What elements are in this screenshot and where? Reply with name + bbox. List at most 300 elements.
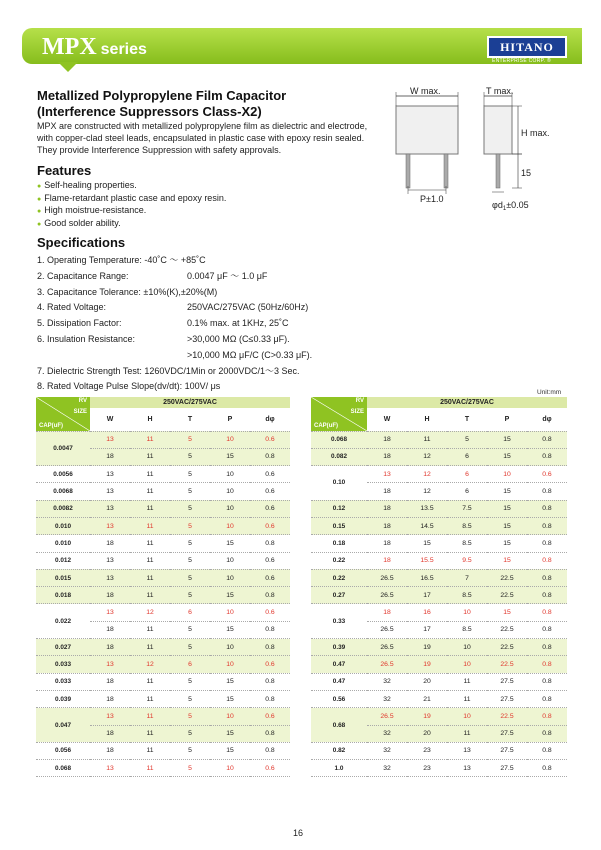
dimension-cell: 5 bbox=[170, 742, 210, 759]
dimension-cell: 18 bbox=[90, 725, 130, 742]
capacitance-cell: 0.82 bbox=[311, 742, 367, 759]
capacitance-cell: 0.0047 bbox=[36, 431, 90, 466]
capacitance-cell: 0.033 bbox=[36, 673, 90, 690]
dimension-cell: 5 bbox=[170, 569, 210, 586]
dimension-cell: 6 bbox=[447, 448, 487, 465]
dimension-cell: 11 bbox=[130, 448, 170, 465]
capacitance-cell: 0.12 bbox=[311, 500, 367, 517]
dimension-cell: 0.8 bbox=[250, 673, 290, 690]
col-header-p: P bbox=[487, 408, 527, 431]
dimension-cell: 18 bbox=[90, 621, 130, 638]
page-number: 16 bbox=[293, 828, 304, 838]
dimension-cell: 20 bbox=[407, 673, 447, 690]
capacitance-cell: 0.033 bbox=[36, 656, 90, 673]
capacitance-cell: 0.22 bbox=[311, 569, 367, 586]
dimension-cell: 5 bbox=[170, 483, 210, 500]
dimension-cell: 27.5 bbox=[487, 742, 527, 759]
dimension-cell: 22.5 bbox=[487, 708, 527, 725]
table-row bbox=[311, 604, 567, 621]
specifications-list bbox=[37, 253, 367, 395]
table-row bbox=[36, 690, 290, 707]
table-row bbox=[36, 517, 290, 534]
capacitance-cell: 0.018 bbox=[36, 587, 90, 604]
dimension-cell: 15 bbox=[487, 483, 527, 500]
table-row bbox=[311, 552, 567, 569]
dimension-cell: 10 bbox=[487, 466, 527, 483]
dimension-cell: 10 bbox=[447, 708, 487, 725]
dimension-cell: 0.8 bbox=[527, 673, 567, 690]
dimension-cell: 0.8 bbox=[527, 656, 567, 673]
dimension-cell: 15 bbox=[210, 690, 250, 707]
dimension-cell: 0.8 bbox=[527, 535, 567, 552]
dimension-cell: 5 bbox=[170, 517, 210, 534]
capacitance-cell: 0.27 bbox=[311, 587, 367, 604]
dimension-cell: 0.8 bbox=[527, 552, 567, 569]
dimension-cell: 5 bbox=[170, 448, 210, 465]
table-row bbox=[311, 708, 567, 725]
dimension-cell: 5 bbox=[170, 639, 210, 656]
dimension-cell: 5 bbox=[170, 708, 210, 725]
dimension-cell: 18 bbox=[90, 448, 130, 465]
col-header-h: H bbox=[130, 408, 170, 431]
dimension-cell: 13 bbox=[90, 569, 130, 586]
dimension-cell: 8.5 bbox=[447, 587, 487, 604]
table-row bbox=[311, 673, 567, 690]
h-max-label: H max. bbox=[521, 128, 550, 138]
product-title: Metallized Polypropylene Film Capacitor (Interference Suppressors Class-X2) bbox=[37, 88, 287, 119]
dimension-cell: 10 bbox=[210, 517, 250, 534]
dimension-cell: 0.6 bbox=[250, 656, 290, 673]
capacitance-cell: 0.022 bbox=[36, 604, 90, 639]
dimension-cell: 15 bbox=[210, 448, 250, 465]
dimension-cell: 13 bbox=[90, 466, 130, 483]
spec-key: 6. Insulation Resistance: bbox=[37, 333, 136, 344]
dimension-cell: 0.8 bbox=[250, 742, 290, 759]
dimension-cell: 16 bbox=[407, 604, 447, 621]
col-header-h: H bbox=[407, 408, 447, 431]
dimension-cell: 0.6 bbox=[250, 604, 290, 621]
dimension-cell: 5 bbox=[170, 673, 210, 690]
dimension-cell: 5 bbox=[170, 690, 210, 707]
dimension-cell: 17 bbox=[407, 621, 447, 638]
dimension-cell: 13 bbox=[447, 760, 487, 777]
spec-value: >30,000 MΩ (C≤0.33 μF). bbox=[187, 333, 290, 344]
dimension-cell: 13 bbox=[90, 656, 130, 673]
dimension-cell: 18 bbox=[90, 742, 130, 759]
capacitance-cell: 0.010 bbox=[36, 535, 90, 552]
capacitance-cell: 0.18 bbox=[311, 535, 367, 552]
dimension-cell: 21 bbox=[407, 690, 447, 707]
dimension-cell: 15.5 bbox=[407, 552, 447, 569]
dimension-cell: 0.8 bbox=[527, 431, 567, 448]
table-row bbox=[36, 535, 290, 552]
table-corner-header: RV SIZE CAP(uF) bbox=[36, 397, 90, 431]
dimension-cell: 13 bbox=[367, 466, 407, 483]
table-row bbox=[311, 448, 567, 465]
dimension-cell: 11 bbox=[130, 466, 170, 483]
dimension-cell: 20 bbox=[407, 725, 447, 742]
table-row bbox=[311, 569, 567, 586]
dimension-cell: 10 bbox=[210, 500, 250, 517]
dimension-cell: 10 bbox=[210, 483, 250, 500]
dimension-cell: 15 bbox=[407, 535, 447, 552]
dimension-cell: 0.6 bbox=[250, 760, 290, 777]
dimension-cell: 0.8 bbox=[250, 587, 290, 604]
dimension-cell: 32 bbox=[367, 673, 407, 690]
dimension-cell: 0.6 bbox=[250, 708, 290, 725]
dimension-cell: 5 bbox=[170, 535, 210, 552]
spec-item: 1. Operating Temperature: -40˚C ～ +85˚C bbox=[37, 255, 206, 265]
table-row bbox=[311, 587, 567, 604]
dimension-cell: 11 bbox=[130, 742, 170, 759]
dimension-cell: 15 bbox=[487, 604, 527, 621]
col-header-t: T bbox=[447, 408, 487, 431]
dimension-cell: 13.5 bbox=[407, 500, 447, 517]
dimension-cell: 22.5 bbox=[487, 621, 527, 638]
dimension-cell: 0.8 bbox=[527, 639, 567, 656]
features-list bbox=[37, 180, 226, 230]
dimension-cell: 18 bbox=[367, 517, 407, 534]
dimension-cell: 13 bbox=[90, 552, 130, 569]
dimension-cell: 19 bbox=[407, 656, 447, 673]
table-row bbox=[311, 517, 567, 534]
dimension-cell: 0.6 bbox=[527, 466, 567, 483]
dimension-cell: 10 bbox=[210, 656, 250, 673]
dimension-cell: 10 bbox=[210, 708, 250, 725]
dimension-cell: 18 bbox=[90, 587, 130, 604]
lead-side bbox=[496, 154, 500, 188]
dimension-cell: 8.5 bbox=[447, 517, 487, 534]
capacitance-cell: 1.0 bbox=[311, 760, 367, 777]
spec-item: 3. Capacitance Tolerance: ±10%(K),±20%(M) bbox=[37, 286, 218, 297]
series-name: MPX bbox=[42, 34, 97, 60]
dimension-cell: 10 bbox=[210, 760, 250, 777]
dimension-cell: 18 bbox=[90, 535, 130, 552]
capacitance-cell: 0.0056 bbox=[36, 466, 90, 483]
dimension-cell: 0.8 bbox=[527, 483, 567, 500]
dimension-cell: 6 bbox=[447, 483, 487, 500]
dimension-cell: 16.5 bbox=[407, 569, 447, 586]
capacitance-cell: 0.33 bbox=[311, 604, 367, 639]
dimension-cell: 5 bbox=[170, 466, 210, 483]
table-row bbox=[311, 500, 567, 517]
dimension-cell: 11 bbox=[130, 535, 170, 552]
dimension-cell: 5 bbox=[170, 552, 210, 569]
dimension-cell: 11 bbox=[130, 760, 170, 777]
dimension-cell: 10 bbox=[210, 639, 250, 656]
spec-key: 2. Capacitance Range: bbox=[37, 270, 129, 281]
dimension-cell: 13 bbox=[90, 483, 130, 500]
table-row bbox=[311, 639, 567, 656]
capacitance-cell: 0.22 bbox=[311, 552, 367, 569]
dimension-cell: 32 bbox=[367, 725, 407, 742]
brand-logo-sub: ENTERPRISE CORP. ® bbox=[492, 58, 552, 64]
dimension-cell: 0.6 bbox=[250, 552, 290, 569]
dimension-cell: 27.5 bbox=[487, 760, 527, 777]
specifications-heading: Specifications bbox=[37, 235, 126, 250]
dimension-cell: 6 bbox=[170, 656, 210, 673]
banner-tab bbox=[58, 62, 78, 72]
dimension-cell: 0.8 bbox=[527, 569, 567, 586]
dimension-cell: 0.8 bbox=[527, 500, 567, 517]
col-header-p: P bbox=[210, 408, 250, 431]
dimension-cell: 0.8 bbox=[250, 621, 290, 638]
dimension-cell: 15 bbox=[487, 517, 527, 534]
dimension-cell: 11 bbox=[130, 673, 170, 690]
dimension-cell: 8.5 bbox=[447, 621, 487, 638]
lead-right bbox=[444, 154, 448, 188]
spec-value: >10,000 MΩ μF/C (C>0.33 μF). bbox=[187, 349, 313, 360]
t-max-label: T max. bbox=[486, 86, 514, 96]
dimension-cell: 11 bbox=[130, 431, 170, 448]
dimension-cell: 0.8 bbox=[527, 587, 567, 604]
dimension-cell: 15 bbox=[210, 725, 250, 742]
spec-item: 8. Rated Voltage Pulse Slope(dv/dt): 100V/ μs bbox=[37, 381, 221, 392]
table-row bbox=[36, 639, 290, 656]
feature-item: ● High moistrue-resistance. bbox=[37, 205, 226, 218]
col-header-d: dφ bbox=[250, 408, 290, 431]
series-suffix: series bbox=[100, 41, 147, 58]
dimension-cell: 15 bbox=[487, 500, 527, 517]
dimension-cell: 19 bbox=[407, 639, 447, 656]
dimension-cell: 0.8 bbox=[527, 708, 567, 725]
lead-length-label: 15 bbox=[521, 168, 532, 178]
dimension-cell: 32 bbox=[367, 760, 407, 777]
dimension-cell: 0.8 bbox=[250, 639, 290, 656]
table-row bbox=[36, 760, 290, 777]
dimension-cell: 5 bbox=[170, 725, 210, 742]
dimension-cell: 0.8 bbox=[527, 604, 567, 621]
dimension-cell: 0.8 bbox=[250, 535, 290, 552]
table-corner-header: RV SIZE CAP(uF) bbox=[311, 397, 367, 431]
dimension-cell: 5 bbox=[170, 587, 210, 604]
dimension-cell: 11 bbox=[130, 639, 170, 656]
dimension-cell: 26.5 bbox=[367, 708, 407, 725]
capacitance-cell: 0.056 bbox=[36, 742, 90, 759]
capacitance-cell: 0.068 bbox=[311, 431, 367, 448]
dimension-cell: 15 bbox=[487, 535, 527, 552]
dimension-cell: 11 bbox=[447, 725, 487, 742]
dimension-cell: 0.8 bbox=[527, 742, 567, 759]
dimension-cell: 12 bbox=[407, 483, 447, 500]
dimension-cell: 22.5 bbox=[487, 569, 527, 586]
capacitance-cell: 0.0082 bbox=[36, 500, 90, 517]
capacitance-cell: 0.012 bbox=[36, 552, 90, 569]
diameter-label: $\varphi d_1\pm 0.05$ bbox=[492, 200, 529, 212]
dimension-cell: 27.5 bbox=[487, 690, 527, 707]
dimension-cell: 13 bbox=[90, 708, 130, 725]
table-row bbox=[311, 535, 567, 552]
table-row bbox=[311, 656, 567, 673]
series-title bbox=[42, 34, 147, 61]
capacitance-cell: 0.68 bbox=[311, 708, 367, 743]
dimension-cell: 18 bbox=[367, 431, 407, 448]
dimension-cell: 11 bbox=[130, 500, 170, 517]
dimension-cell: 11 bbox=[130, 569, 170, 586]
dimension-cell: 6 bbox=[447, 466, 487, 483]
feature-item: ● Good solder ability. bbox=[37, 218, 226, 231]
dimension-cell: 22.5 bbox=[487, 587, 527, 604]
dimension-cell: 6 bbox=[170, 604, 210, 621]
dimension-cell: 12 bbox=[407, 466, 447, 483]
capacitance-cell: 0.0068 bbox=[36, 483, 90, 500]
dimension-cell: 11 bbox=[130, 587, 170, 604]
dimension-cell: 10 bbox=[447, 656, 487, 673]
dimension-cell: 0.8 bbox=[250, 690, 290, 707]
dimension-cell: 17 bbox=[407, 587, 447, 604]
table-row bbox=[311, 466, 567, 483]
table-row bbox=[36, 431, 290, 448]
capacitance-cell: 0.047 bbox=[36, 708, 90, 743]
unit-label: Unit:mm bbox=[537, 389, 562, 396]
capacitance-cell: 0.47 bbox=[311, 673, 367, 690]
capacitance-cell: 0.015 bbox=[36, 569, 90, 586]
dimension-cell: 10 bbox=[210, 466, 250, 483]
dimension-cell: 13 bbox=[90, 604, 130, 621]
dimension-cell: 22.5 bbox=[487, 656, 527, 673]
dimension-cell: 7.5 bbox=[447, 500, 487, 517]
table-row bbox=[311, 431, 567, 448]
dimension-cell: 18 bbox=[367, 604, 407, 621]
dimension-cell: 0.8 bbox=[527, 517, 567, 534]
dimension-cell: 5 bbox=[170, 500, 210, 517]
table-row bbox=[36, 708, 290, 725]
dimension-cell: 15 bbox=[487, 552, 527, 569]
table-row bbox=[36, 552, 290, 569]
dimension-cell: 10 bbox=[210, 552, 250, 569]
dimension-cell: 11 bbox=[130, 517, 170, 534]
table-row bbox=[36, 604, 290, 621]
col-header-d: dφ bbox=[527, 408, 567, 431]
dimension-cell: 15 bbox=[487, 431, 527, 448]
dimension-cell: 12 bbox=[130, 604, 170, 621]
dimension-cell: 15 bbox=[487, 448, 527, 465]
dimension-cell: 0.8 bbox=[250, 448, 290, 465]
dimension-cell: 26.5 bbox=[367, 569, 407, 586]
dimension-cell: 11 bbox=[447, 690, 487, 707]
dimension-cell: 9.5 bbox=[447, 552, 487, 569]
dimension-cell: 18 bbox=[367, 535, 407, 552]
dimension-cell: 0.6 bbox=[250, 483, 290, 500]
col-header-w: W bbox=[367, 408, 407, 431]
table-row bbox=[311, 742, 567, 759]
dimension-cell: 18 bbox=[367, 483, 407, 500]
table-row bbox=[36, 466, 290, 483]
capacitance-cell: 0.010 bbox=[36, 517, 90, 534]
dimension-cell: 32 bbox=[367, 690, 407, 707]
table-row bbox=[36, 569, 290, 586]
dimension-cell: 26.5 bbox=[367, 621, 407, 638]
capacitance-cell: 0.068 bbox=[36, 760, 90, 777]
table-row bbox=[311, 690, 567, 707]
dimension-cell: 11 bbox=[407, 431, 447, 448]
dimension-cell: 10 bbox=[210, 431, 250, 448]
dimension-cell: 22.5 bbox=[487, 639, 527, 656]
dimension-cell: 0.8 bbox=[527, 725, 567, 742]
dimension-cell: 10 bbox=[447, 639, 487, 656]
dimension-cell: 0.6 bbox=[250, 431, 290, 448]
table-row bbox=[36, 483, 290, 500]
spec-value: 0.0047 μF ～ 1.0 μF bbox=[187, 270, 268, 281]
spec-key: 5. Dissipation Factor: bbox=[37, 318, 122, 329]
spec-value: 0.1% max. at 1KHz, 25˚C bbox=[187, 318, 289, 329]
dimension-cell: 19 bbox=[407, 708, 447, 725]
capacitor-side-body bbox=[484, 106, 512, 154]
dimension-cell: 11 bbox=[130, 483, 170, 500]
pitch-label: P±1.0 bbox=[420, 194, 444, 204]
capacitance-cell: 0.039 bbox=[36, 690, 90, 707]
dimension-cell: 11 bbox=[130, 708, 170, 725]
lead-left bbox=[406, 154, 410, 188]
table-row bbox=[36, 673, 290, 690]
table-row bbox=[36, 656, 290, 673]
dimension-cell: 18 bbox=[90, 673, 130, 690]
spec-value: 250VAC/275VAC (50Hz/60Hz) bbox=[187, 302, 309, 313]
dimension-cell: 0.6 bbox=[250, 466, 290, 483]
dimension-cell: 13 bbox=[90, 517, 130, 534]
dimension-cell: 18 bbox=[90, 639, 130, 656]
voltage-header: 250VAC/275VAC bbox=[367, 397, 567, 408]
dimension-cell: 27.5 bbox=[487, 673, 527, 690]
dimension-cell: 5 bbox=[447, 431, 487, 448]
dimension-cell: 0.8 bbox=[527, 448, 567, 465]
brand-logo: HITANO bbox=[487, 36, 567, 58]
dimension-cell: 0.6 bbox=[250, 517, 290, 534]
col-header-w: W bbox=[90, 408, 130, 431]
dimension-cell: 26.5 bbox=[367, 587, 407, 604]
dimension-cell: 5 bbox=[170, 431, 210, 448]
dimension-cell: 27.5 bbox=[487, 725, 527, 742]
feature-item: ● Flame-retardant plastic case and epoxy resin. bbox=[37, 193, 226, 206]
dimension-cell: 10 bbox=[210, 604, 250, 621]
dimension-cell: 14.5 bbox=[407, 517, 447, 534]
dimension-cell: 18 bbox=[90, 690, 130, 707]
dimension-cell: 18 bbox=[367, 448, 407, 465]
dimension-cell: 11 bbox=[447, 673, 487, 690]
col-header-t: T bbox=[170, 408, 210, 431]
dimension-cell: 18 bbox=[367, 552, 407, 569]
dimension-cell: 0.8 bbox=[527, 690, 567, 707]
voltage-header: 250VAC/275VAC bbox=[90, 397, 290, 408]
dimension-cell: 8.5 bbox=[447, 535, 487, 552]
dimension-cell: 26.5 bbox=[367, 656, 407, 673]
product-description: MPX are constructed with metallized polypropylene film as dielectric and electrode, with copper-clad steel leads, encapsulated in plastic case with epoxy resin sealed. They provide Interference Suppression with safety approvals. bbox=[37, 121, 368, 155]
dimension-cell: 15 bbox=[210, 673, 250, 690]
spec-item: 7. Dielectric Strength Test: 1260VDC/1Min or 2000VDC/1～3 Sec. bbox=[37, 365, 300, 376]
dimension-table-right bbox=[311, 397, 567, 777]
w-max-label: W max. bbox=[410, 86, 441, 96]
dimension-cell: 11 bbox=[130, 725, 170, 742]
dimension-table-left bbox=[36, 397, 290, 777]
capacitor-front-body bbox=[396, 106, 458, 154]
capacitance-cell: 0.39 bbox=[311, 639, 367, 656]
capacitance-cell: 0.56 bbox=[311, 690, 367, 707]
dimension-cell: 32 bbox=[367, 742, 407, 759]
capacitance-cell: 0.027 bbox=[36, 639, 90, 656]
dimension-cell: 7 bbox=[447, 569, 487, 586]
dimension-cell: 5 bbox=[170, 621, 210, 638]
features-heading: Features bbox=[37, 163, 92, 178]
dimension-cell: 5 bbox=[170, 760, 210, 777]
dimension-cell: 13 bbox=[447, 742, 487, 759]
dimension-cell: 26.5 bbox=[367, 639, 407, 656]
dimension-cell: 12 bbox=[130, 656, 170, 673]
table-row bbox=[36, 500, 290, 517]
feature-item: ● Self-healing properties. bbox=[37, 180, 226, 193]
dimension-cell: 10 bbox=[210, 569, 250, 586]
table-row bbox=[36, 587, 290, 604]
dimension-cell: 0.6 bbox=[250, 500, 290, 517]
